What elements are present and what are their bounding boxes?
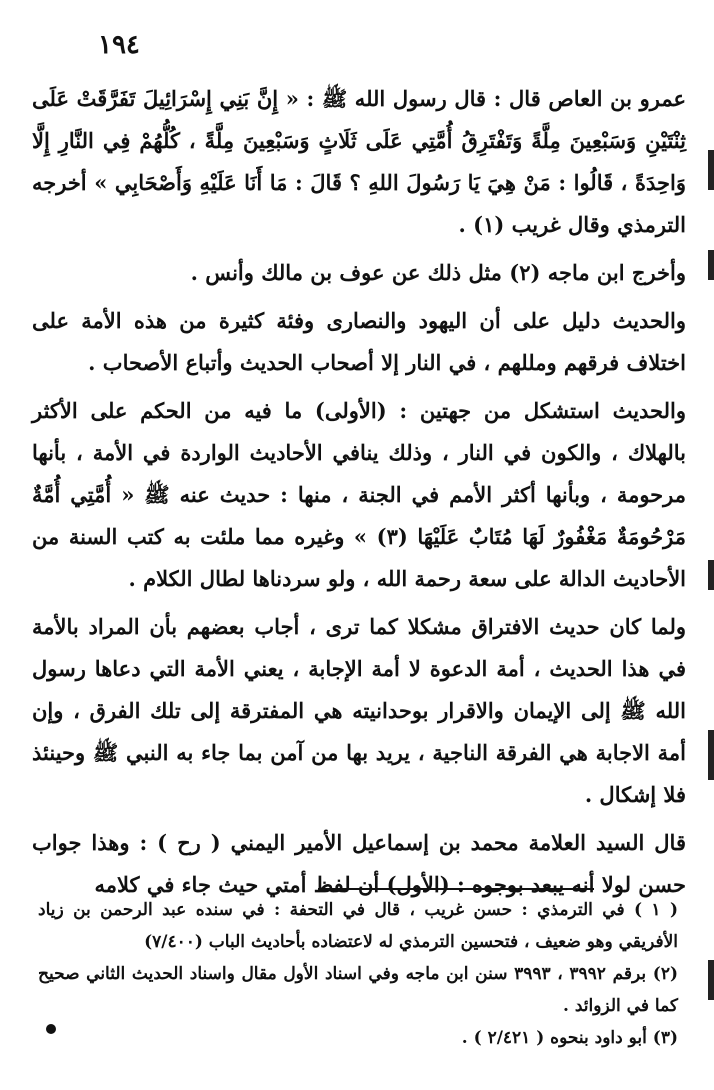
scan-edge-mark [708, 730, 714, 780]
paragraph-evidence: والحديث دليل على أن اليهود والنصارى وفئة كثيرة من هذه الأمة على اختلاف فرقهم ومللهم ، في النار إلا أصحاب الحديث وأتباع الأصحاب . [32, 308, 686, 375]
paragraph-difficulty: والحديث استشكل من جهتين : (الأولى) ما فيه من الحكم على الأكثر بالهلاك ، والكون في النار ، وذلك ينافي الأحاديث الواردة في الأمة ، بأنها مرحومة ، وبأنها أكثر الأمم في الجنة ، منها : حديث عنه ﷺ « أُمَّتِي أُمَّةٌ مَرْحُومَةٌ مَغْفُورٌ لَهَا مُتَابٌ عَلَيْهَا (٣) » وغيره مما ملئت به كتب السنة من الأحاديث الدالة على سعة رحمة الله ، ولو سردناها لطال الكلام . [32, 398, 686, 591]
scan-edge-mark [708, 150, 714, 190]
scan-edge-mark [708, 960, 714, 1000]
scan-edge-mark [708, 250, 714, 280]
paragraph-answer: ولما كان حديث الافتراق مشكلا كما ترى ، أجاب بعضهم بأن المراد بالأمة في هذا الحديث ، أمة الدعوة لا أمة الإجابة ، يعني الأمة التي دعاها رسول الله ﷺ إلى الإيمان والاقرار بوحدانيته هي المفترقة إلى تلك الفرق ، وإن أمة الاجابة هي الفرقة الناجية ، يريد بها من آمن بما جاء به النبي ﷺ وحينئذ فلا إشكال . [32, 614, 686, 807]
main-text [32, 78, 686, 912]
footnote-3: (٣) أبو داود بنحوه ( ٢/٤٢١ ) . [461, 1028, 678, 1048]
bullet-dot [46, 1024, 56, 1034]
footnote-divider [318, 888, 594, 890]
scan-edge-mark [708, 560, 714, 590]
footnote-1: ( ١ ) في الترمذي : حسن غريب ، قال في التحفة : في سنده عبد الرحمن بن زياد الأفريقي وهو ضعيف ، فتحسين الترمذي له لاعتضاده بأحاديث الباب (٧/٤٠٠) [38, 900, 678, 952]
footnote-2: (٢) برقم ٣٩٩٢ ، ٣٩٩٣ سنن ابن ماجه وفي اسناد الأول مقال واسناد الحديث الثاني صحيح كما في الزوائد . [38, 964, 678, 1016]
page-number: ١٩٤ [98, 30, 140, 60]
paragraph-amir-yamani: قال السيد العلامة محمد بن إسماعيل الأمير اليمني ( رح ) : وهذا جواب حسن لولا أنه يبعد بوجوه : (الأول) أن لفظ أمتي حيث جاء في كلامه [32, 830, 686, 897]
paragraph-ibn-majah: وأخرج ابن ماجه (٢) مثل ذلك عن عوف بن مالك وأنس . [190, 260, 686, 285]
footnotes [38, 894, 678, 1054]
paragraph-hadith: عمرو بن العاص قال : قال رسول الله ﷺ : « إِنَّ بَنِي إِسْرَائِيلَ تَفَرَّقَتْ عَلَى ثِنْتَيْنِ وَسَبْعِينَ مِلَّةً وَتَفْتَرِقُ أُمَّتِي عَلَى ثَلَاثٍ وَسَبْعِينَ مِلَّةً ، كُلُّهُمْ فِي النَّارِ إِلَّا وَاحِدَةً ، قَالُوا : مَنْ هِيَ يَا رَسُولَ اللهِ ؟ قَالَ : مَا أَنَا عَلَيْهِ وَأَصْحَابِي » أخرجه الترمذي وقال غريب (١) . [32, 86, 686, 237]
